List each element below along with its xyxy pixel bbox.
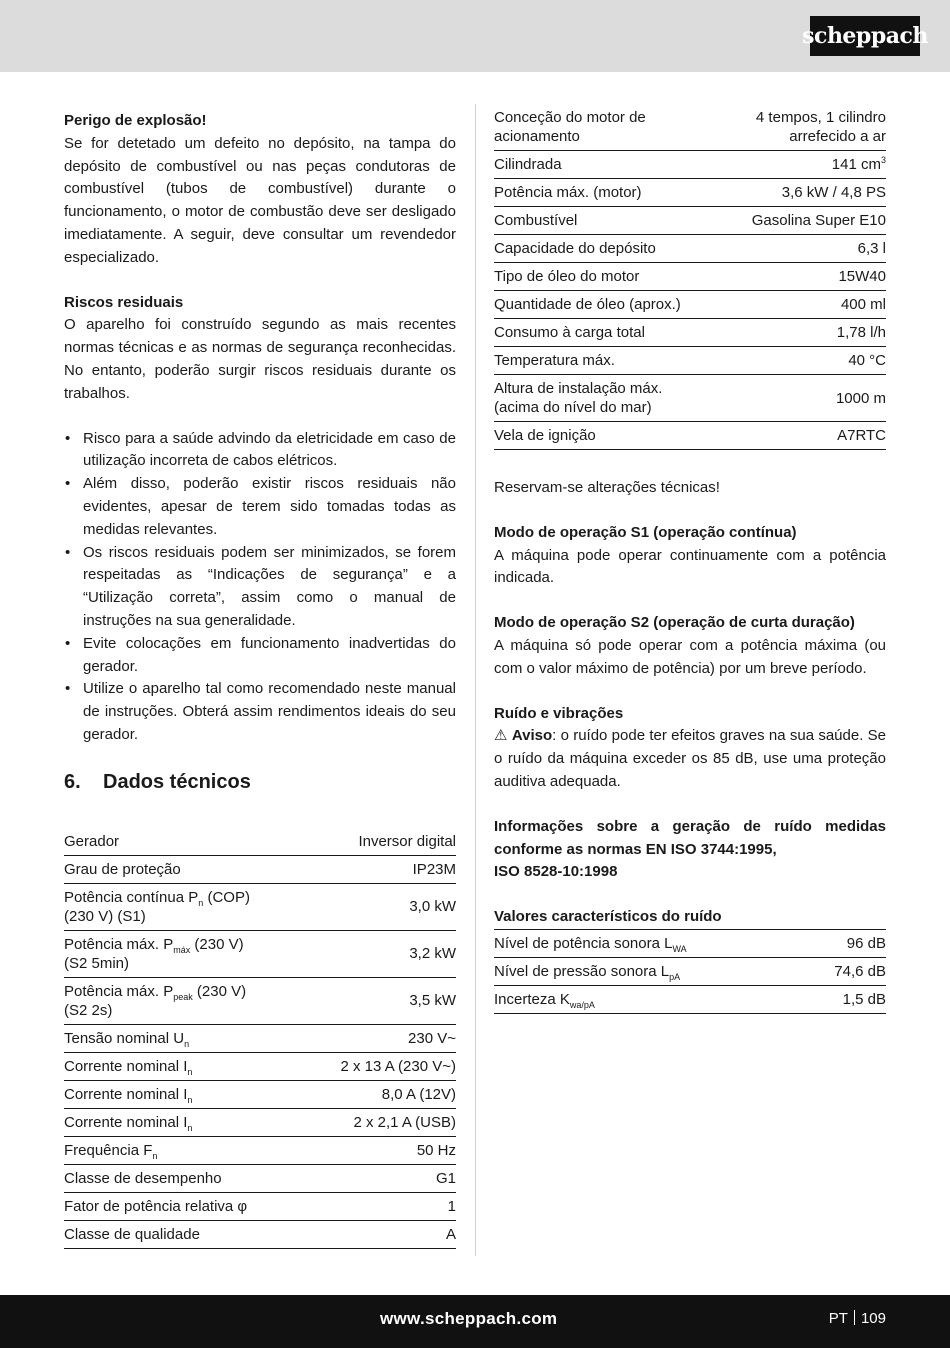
table-row bbox=[494, 422, 886, 450]
warning-text: : o ruído pode ter efeitos graves na sua saúde. Se o ruído da máquina exceder os 85 dB, use uma proteção auditiva adequada. bbox=[494, 727, 886, 790]
spec-subscript: máx bbox=[173, 944, 191, 955]
spec-label-text: Capacidade do depósito bbox=[494, 240, 656, 257]
spec-value-text: 6,3 l bbox=[857, 240, 886, 257]
s1-paragraph: A máquina pode operar continuamente com a potência indicada. bbox=[494, 546, 886, 587]
spec-value-text: 15W40 bbox=[838, 268, 886, 285]
residual-risks-paragraph: O aparelho foi construído segundo as mais recentes normas técnicas e as normas de segurança reconhecidas. No entanto, poderão surgir riscos residuais durante os trabalhos. bbox=[64, 316, 456, 402]
spec-value: 2 x 13 A (230 V~) bbox=[310, 1052, 456, 1080]
spec-label-text: Conceção do motor de bbox=[494, 109, 646, 126]
noise-warning bbox=[494, 725, 886, 793]
residual-risks-heading: Riscos residuais bbox=[64, 293, 184, 311]
list-item: • Os riscos residuais podem ser minimizados, se forem respeitadas as “Indicações de segurança” e a “Utilização correta”, assim como o manual de instruções na sua generalidade. bbox=[64, 542, 456, 633]
noise-label bbox=[494, 929, 806, 957]
residual-risks-list bbox=[64, 428, 456, 747]
table-row bbox=[64, 1108, 456, 1136]
spec-value: IP23M bbox=[310, 855, 456, 883]
list-item: • Além disso, poderão existir riscos residuais não evidentes, apesar de terem sido tomadas todas as medidas relevantes. bbox=[64, 473, 456, 541]
spec-label bbox=[494, 104, 726, 151]
spec-label bbox=[494, 291, 726, 319]
spec-label-text: Combustível bbox=[494, 212, 578, 229]
noise-label bbox=[494, 957, 806, 985]
spec-value bbox=[726, 104, 886, 151]
spec-label-text: Potência máx. P bbox=[64, 935, 174, 953]
s2-paragraph: A máquina só pode operar com a potência máxima (ou com o valor máximo de potência) por um breve período. bbox=[494, 636, 886, 677]
spec-subscript: n bbox=[184, 1038, 190, 1049]
spec-value-text: 4 tempos, 1 cilindro bbox=[755, 109, 886, 126]
spec-label bbox=[494, 207, 726, 235]
table-row bbox=[494, 957, 886, 985]
spec-value-text: 1,78 l/h bbox=[836, 324, 886, 341]
table-row bbox=[64, 1192, 456, 1220]
table-row bbox=[494, 985, 886, 1013]
noise-subscript: pA bbox=[669, 971, 681, 982]
noise-info-heading: Informações sobre a geração de ruído medidas conforme as normas EN ISO 3744:1995, bbox=[494, 817, 886, 858]
table-row bbox=[494, 207, 886, 235]
spec-value: A bbox=[310, 1220, 456, 1248]
spec-value bbox=[726, 375, 886, 422]
spec-value-text: 141 cm bbox=[831, 156, 881, 173]
spec-value bbox=[726, 347, 886, 375]
table-row bbox=[494, 179, 886, 207]
warning-icon: ⚠ bbox=[494, 727, 508, 745]
spec-label bbox=[64, 1108, 310, 1136]
spec-label-line2: (230 V) (S1) bbox=[64, 907, 146, 925]
spec-label bbox=[64, 1164, 310, 1192]
spec-label-text: Cilindrada bbox=[494, 156, 562, 173]
spec-label bbox=[64, 977, 310, 1024]
spec-value-text: 400 ml bbox=[840, 296, 886, 313]
spec-label bbox=[494, 235, 726, 263]
explosion-paragraph: Se for detetado um defeito no depósito, na tampa do depósito de combustível ou nas peças condutoras de combustível (tubos de combustível) durante o funcionamento, o motor de combustão deve ser desligado imediatamente. A seguir, deve consultar um revendedor especializado. bbox=[64, 134, 456, 266]
spec-label-line2: (S2 5min) bbox=[64, 954, 130, 972]
spec-label bbox=[64, 1220, 310, 1248]
table-row bbox=[494, 235, 886, 263]
spec-value: 50 Hz bbox=[310, 1136, 456, 1164]
noise-label bbox=[494, 985, 806, 1013]
spec-label-line2: (S2 2s) bbox=[64, 1001, 113, 1019]
spec-value bbox=[726, 179, 886, 207]
spec-value bbox=[726, 263, 886, 291]
spec-label bbox=[64, 1136, 310, 1164]
warning-label: Aviso bbox=[511, 727, 553, 745]
noise-values-table bbox=[494, 929, 886, 1014]
spec-subscript: n bbox=[152, 1150, 158, 1161]
noise-value: 96 dB bbox=[806, 929, 886, 957]
spec-value-text: 3,6 kW / 4,8 PS bbox=[781, 184, 886, 201]
spec-label-text: Fator de potência relativa φ bbox=[64, 1197, 248, 1215]
table-row bbox=[494, 291, 886, 319]
spec-subscript: n bbox=[198, 897, 204, 908]
spec-value-text: 40 °C bbox=[848, 352, 886, 369]
spec-label-text: Classe de qualidade bbox=[64, 1225, 200, 1243]
explosion-heading: Perigo de explosão! bbox=[64, 112, 207, 129]
list-item: • Risco para a saúde advindo da eletricidade em caso de utilização incorreta de cabos elétricos. bbox=[64, 428, 456, 474]
spec-label bbox=[494, 179, 726, 207]
section-title bbox=[64, 769, 456, 795]
spec-label bbox=[494, 319, 726, 347]
noise-value: 1,5 dB bbox=[806, 985, 886, 1013]
spec-label-line2: acionamento bbox=[494, 128, 580, 145]
noise-subscript: wa/pA bbox=[569, 999, 595, 1010]
spec-value: 3,5 kW bbox=[310, 977, 456, 1024]
spec-label-text: Tensão nominal U bbox=[64, 1029, 185, 1047]
brand-logo: scheppach bbox=[810, 16, 920, 56]
section-title-text: Dados técnicos bbox=[103, 770, 251, 793]
spec-value: 230 V~ bbox=[310, 1024, 456, 1052]
table-row bbox=[64, 1024, 456, 1052]
spec-label-text: Corrente nominal I bbox=[64, 1057, 188, 1075]
spec-value: Inversor digital bbox=[310, 828, 456, 856]
spec-label bbox=[64, 855, 310, 883]
spec-label-text: Potência contínua P bbox=[64, 888, 199, 906]
spec-value: 2 x 2,1 A (USB) bbox=[310, 1108, 456, 1136]
spec-superscript: 3 bbox=[880, 155, 886, 165]
noise-label-text: Nível de potência sonora L bbox=[494, 934, 673, 952]
table-row bbox=[494, 151, 886, 179]
noise-info-heading-standard: ISO 8528-10:1998 bbox=[494, 863, 618, 881]
spec-value bbox=[726, 319, 886, 347]
s1-heading: Modo de operação S1 (operação contínua) bbox=[494, 523, 797, 541]
spec-label-text: Tipo de óleo do motor bbox=[494, 268, 640, 285]
spec-value bbox=[726, 151, 886, 179]
noise-subscript: WA bbox=[672, 943, 687, 954]
table-row bbox=[64, 855, 456, 883]
spec-value-text: A7RTC bbox=[837, 427, 886, 444]
spec-label-text: Grau de proteção bbox=[64, 860, 181, 878]
noise-values-heading: Valores característicos do ruído bbox=[494, 908, 722, 926]
table-row bbox=[64, 828, 456, 856]
table-row bbox=[64, 1220, 456, 1248]
spec-label-suffix: (COP) bbox=[203, 888, 250, 906]
spec-subscript: n bbox=[187, 1122, 193, 1133]
section-number: 6. bbox=[64, 770, 81, 793]
noise-label-text: Incerteza K bbox=[494, 990, 570, 1008]
spec-value bbox=[726, 207, 886, 235]
noise-heading: Ruído e vibrações bbox=[494, 704, 624, 722]
spec-label-text: Vela de ignição bbox=[494, 427, 596, 444]
column-divider bbox=[475, 104, 476, 1256]
s2-heading: Modo de operação S2 (operação de curta duração) bbox=[494, 614, 855, 632]
table-row bbox=[494, 929, 886, 957]
spec-label bbox=[64, 1024, 310, 1052]
spec-value: 3,0 kW bbox=[310, 883, 456, 930]
spec-label bbox=[64, 1052, 310, 1080]
generator-spec-table bbox=[64, 828, 456, 1249]
page-number bbox=[829, 1310, 886, 1327]
spec-label bbox=[494, 347, 726, 375]
spec-label-suffix: (230 V) bbox=[192, 982, 247, 1000]
noise-label-text: Nível de pressão sonora L bbox=[494, 962, 670, 980]
spec-label bbox=[64, 1192, 310, 1220]
spec-label bbox=[494, 263, 726, 291]
spec-value-text: Gasolina Super E10 bbox=[751, 212, 886, 229]
table-row bbox=[64, 930, 456, 977]
spec-label-text: Altura de instalação máx. bbox=[494, 380, 663, 397]
spec-label bbox=[494, 375, 726, 422]
page-number-value: 109 bbox=[860, 1310, 886, 1327]
spec-value-text: 1000 m bbox=[835, 389, 886, 407]
spec-label-text: Quantidade de óleo (aprox.) bbox=[494, 296, 681, 313]
language-code: PT bbox=[828, 1310, 848, 1327]
spec-subscript: n bbox=[187, 1066, 193, 1077]
table-row bbox=[494, 319, 886, 347]
spec-subscript: n bbox=[187, 1094, 193, 1105]
spec-label bbox=[494, 151, 726, 179]
spec-label-text: Corrente nominal I bbox=[64, 1113, 188, 1131]
spec-value: 3,2 kW bbox=[310, 930, 456, 977]
spec-label bbox=[494, 422, 726, 450]
spec-label-line2: (acima do nível do mar) bbox=[494, 399, 652, 416]
page-header bbox=[0, 0, 950, 72]
spec-value bbox=[726, 291, 886, 319]
table-row bbox=[64, 977, 456, 1024]
list-item: • Evite colocações em funcionamento inadvertidas do gerador. bbox=[64, 633, 456, 679]
left-column bbox=[64, 110, 456, 1249]
reserved-notice: Reservam-se alterações técnicas! bbox=[494, 479, 720, 496]
engine-spec-table bbox=[494, 104, 886, 450]
list-item: • Utilize o aparelho tal como recomendado neste manual de instruções. Obterá assim rendimentos ideais do seu gerador. bbox=[64, 678, 456, 746]
noise-value: 74,6 dB bbox=[806, 957, 886, 985]
spec-label-text: Corrente nominal I bbox=[64, 1085, 188, 1103]
website-link[interactable]: www.scheppach.com bbox=[380, 1309, 558, 1328]
spec-label-text: Consumo à carga total bbox=[494, 324, 645, 341]
spec-label-suffix: (230 V) bbox=[190, 935, 244, 953]
table-row bbox=[494, 347, 886, 375]
spec-label-text: Temperatura máx. bbox=[494, 352, 615, 369]
table-row bbox=[494, 375, 886, 422]
spec-label-text: Classe de desempenho bbox=[64, 1169, 222, 1187]
spec-value: 1 bbox=[310, 1192, 456, 1220]
spec-label-text: Frequência F bbox=[64, 1141, 153, 1159]
spec-label-text: Potência máx. P bbox=[64, 982, 174, 1000]
spec-label-text: Potência máx. (motor) bbox=[494, 184, 642, 201]
spec-label bbox=[64, 828, 310, 856]
spec-label-text: Gerador bbox=[64, 832, 120, 850]
spec-value-line2: arrefecido a ar bbox=[789, 128, 886, 145]
spec-value: 8,0 A (12V) bbox=[310, 1080, 456, 1108]
spec-label bbox=[64, 883, 310, 930]
table-row bbox=[64, 1136, 456, 1164]
spec-value bbox=[726, 235, 886, 263]
right-column bbox=[494, 104, 886, 1014]
spec-label bbox=[64, 930, 310, 977]
table-row bbox=[64, 1164, 456, 1192]
spec-label bbox=[64, 1080, 310, 1108]
page-footer bbox=[0, 1295, 950, 1348]
footer-separator bbox=[854, 1310, 855, 1325]
spec-subscript: peak bbox=[173, 991, 193, 1002]
table-row bbox=[64, 883, 456, 930]
table-row bbox=[64, 1080, 456, 1108]
spec-value: G1 bbox=[310, 1164, 456, 1192]
table-row bbox=[494, 104, 886, 151]
table-row bbox=[494, 263, 886, 291]
table-row bbox=[64, 1052, 456, 1080]
spec-value bbox=[726, 422, 886, 450]
